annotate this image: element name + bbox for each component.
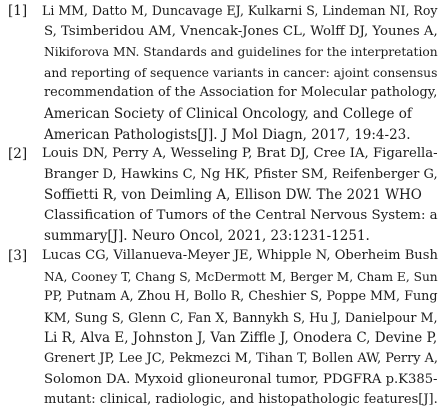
reference-number: [1] — [8, 3, 28, 19]
reference-line: recommendation of the Association for Molecular pathology, — [44, 85, 438, 101]
reference-entry-3 — [8, 246, 438, 411]
reference-line: Li R, Alva E, Johnston J, Van Ziffle J, Onodera C, Devine P, — [44, 330, 438, 347]
reference-line: Grenert JP, Lee JC, Pekmezci M, Tihan T, Bollen AW, Perry A, — [44, 350, 438, 366]
reference-line: Classification of Tumors of the Central Nervous System: a — [44, 207, 438, 223]
reference-line: KM, Sung S, Glenn C, Fan X, Bannykh S, Hu J, Danielpour M, — [44, 309, 438, 325]
reference-line: Nikiforova MN. Standards and guidelines for the interpretation — [44, 45, 438, 60]
reference-line: Solomon DA. Myxoid glioneuronal tumor, PDGFRA p.K385- — [44, 371, 438, 387]
reference-line: Soffietti R, von Deimling A, Ellison DW. The 2021 WHO — [44, 187, 422, 204]
reference-entry-2 — [8, 144, 438, 247]
reference-line: Lucas CG, Villanueva-Meyer JE, Whipple N, Oberheim Bush — [42, 248, 438, 263]
reference-line: American Society of Clinical Oncology, and College of — [44, 105, 412, 122]
reference-line: and reporting of sequence variants in cancer: ajoint consensus — [44, 65, 438, 80]
reference-line: mutant: clinical, radiologic, and histopathologic features[J]. — [44, 392, 438, 408]
reference-line: American Pathologists[J]. J Mol Diagn, 2017, 19:4-23. — [44, 126, 411, 143]
reference-line: Louis DN, Perry A, Wesseling P, Brat DJ, Cree IA, Figarella- — [42, 146, 438, 161]
reference-number: [2] — [8, 146, 28, 162]
reference-line: Branger D, Hawkins C, Ng HK, Pfister SM, Reifenberger G, — [44, 166, 438, 182]
reference-line: summary[J]. Neuro Oncol, 2021, 23:1231-1251. — [44, 228, 370, 245]
reference-number: [3] — [8, 248, 28, 264]
reference-entry-1 — [8, 1, 438, 145]
reference-line: NA, Cooney T, Chang S, McDermott M, Berger M, Cham E, Sun — [44, 269, 438, 284]
reference-line: S, Tsimberidou AM, Vnencak-Jones CL, Wolff DJ, Younes A, — [44, 23, 438, 39]
reference-line: Li MM, Datto M, Duncavage EJ, Kulkarni S, Lindeman NI, Roy — [42, 3, 438, 18]
reference-line: PP, Putnam A, Zhou H, Bollo R, Cheshier S, Poppe MM, Fung — [44, 289, 438, 305]
